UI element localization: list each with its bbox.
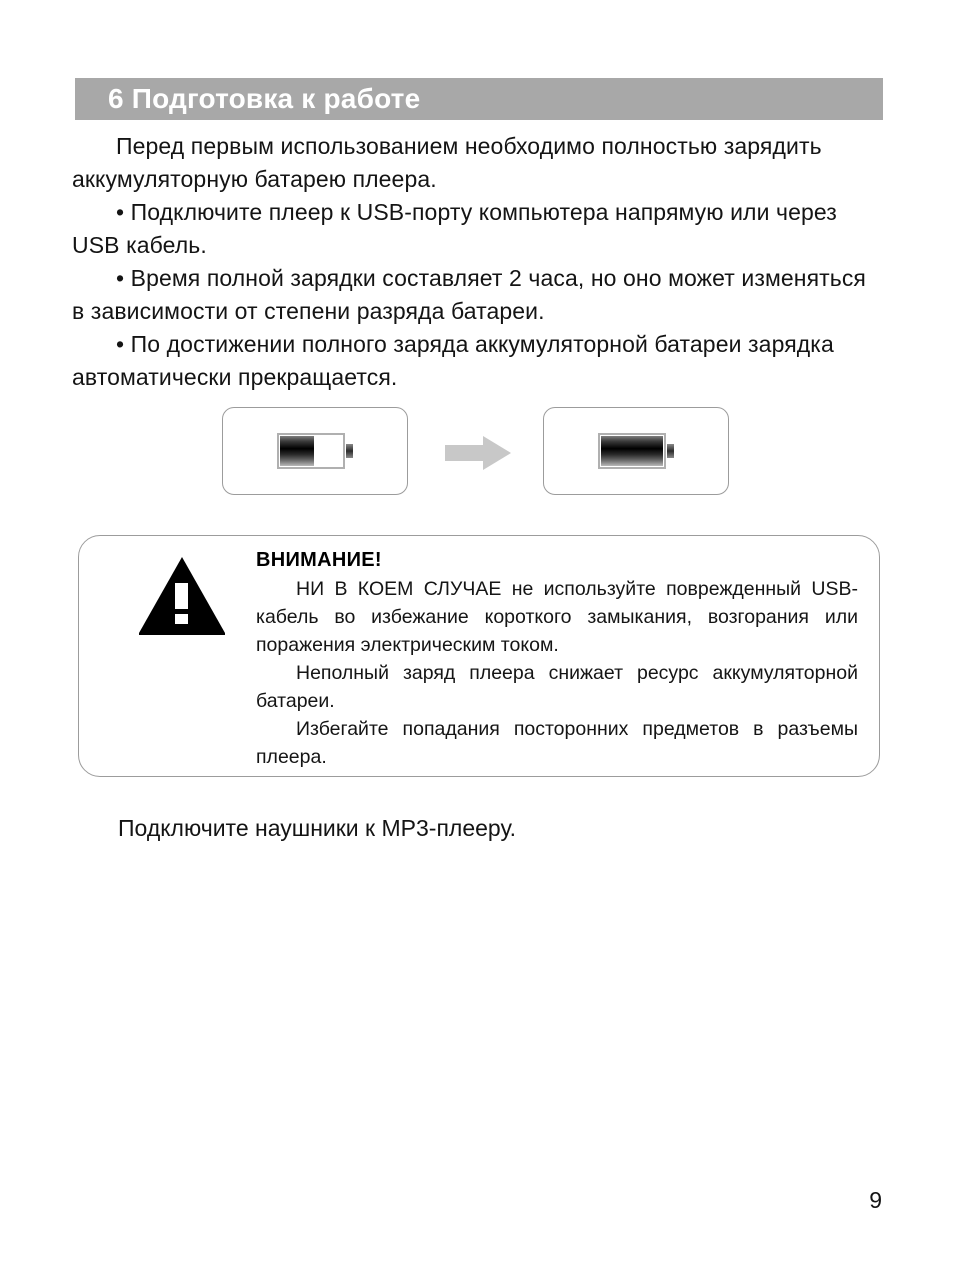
warning-paragraph-1: НИ В КОЕМ СЛУЧАЕ не используйте поврежденный USB-кабель во избежание короткого замыкания, возгорания или поражения электрическим током. bbox=[256, 578, 858, 656]
battery-terminal bbox=[667, 444, 674, 458]
arrow-right-icon bbox=[445, 436, 511, 470]
warning-callout-box bbox=[78, 535, 880, 777]
battery-fill-partial bbox=[280, 436, 314, 466]
warning-triangle-icon bbox=[139, 557, 225, 635]
battery-charging-figure bbox=[222, 407, 732, 499]
warning-paragraph-3: Избегайте попадания посторонних предметов в разъемы плеера. bbox=[256, 718, 858, 768]
closing-paragraph: Подключите наушники к MP3-плееру. bbox=[118, 815, 517, 841]
battery-body bbox=[598, 433, 666, 469]
body-paragraph-3: • Время полной зарядки составляет 2 часа, но оно может изменяться в зависимости от степени разряда батареи. bbox=[72, 265, 866, 324]
battery-fill-full bbox=[601, 436, 663, 466]
page-number: 9 bbox=[869, 1187, 882, 1213]
body-text-block bbox=[72, 130, 872, 394]
battery-terminal bbox=[346, 444, 353, 458]
body-paragraph-1: Перед первым использованием необходимо полностью зарядить аккумуляторную батарею плеера. bbox=[72, 133, 822, 192]
battery-panel-before bbox=[222, 407, 408, 495]
body-paragraph-4: • По достижении полного заряда аккумуляторной батареи зарядка автоматически прекращается. bbox=[72, 331, 834, 390]
warning-title: ВНИМАНИЕ! bbox=[256, 549, 382, 571]
battery-panel-after bbox=[543, 407, 729, 495]
battery-body bbox=[277, 433, 345, 469]
warning-paragraph-2: Неполный заряд плеера снижает ресурс аккумуляторной батареи. bbox=[256, 662, 858, 712]
warning-text-content bbox=[256, 546, 858, 771]
body-paragraph-2: • Подключите плеер к USB-порту компьютера напрямую или через USB кабель. bbox=[72, 199, 837, 258]
battery-full-icon bbox=[598, 433, 674, 469]
battery-partial-icon bbox=[277, 433, 353, 469]
section-header-banner bbox=[75, 78, 883, 120]
section-header-title: 6 Подготовка к работе bbox=[108, 83, 421, 114]
